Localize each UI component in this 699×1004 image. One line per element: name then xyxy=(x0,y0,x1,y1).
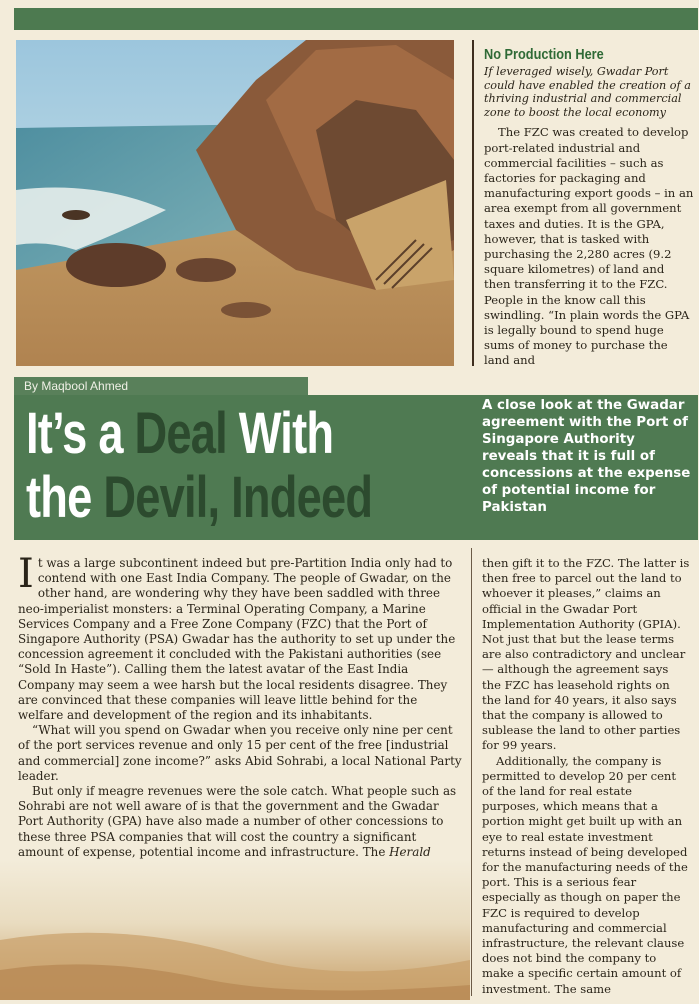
article-body xyxy=(18,551,462,890)
sidebar-heading: No Production Here xyxy=(484,46,604,63)
article-column-2 xyxy=(482,556,690,997)
headline-line-1: It’s a Deal With xyxy=(26,401,334,466)
coastline-photo xyxy=(16,40,454,366)
column-divider-lower xyxy=(471,548,472,996)
article-paragraph-3: But only if meagre revenues were the sole catch. What people such as Sohrabi are not well aware of is that the government and the Gwadar Port Authority (GPA) have also made a number of other concessions to these three PSA companies that will cost the country a significant amount of expense, potential income and infrastructure. The Herald xyxy=(18,784,457,859)
column-2-paragraph-2: Additionally, the company is permitted to develop 20 per cent of the land for real estate purposes, which means that a portion might get built up with an eye to real estate investment returns instead of being developed for the manufacturing needs of the port. This is a serious fear especially as though on paper the FZC is required to develop manufacturing and commercial infrastructure, the relevant clause does not bind the company to make a specific certain amount of investment. The same xyxy=(482,753,688,996)
drop-cap: I xyxy=(18,551,34,597)
headline-banner xyxy=(14,395,698,540)
shoreline-photo-fade xyxy=(0,860,470,1000)
column-divider xyxy=(472,40,474,366)
article-deck: A close look at the Gwadar agreement with the Port of Singapore Authority reveals that it is full of concessions at the expense of potential income for Pakistan xyxy=(482,398,691,515)
article-paragraph-2: “What will you spend on Gwadar when you receive only nine per cent of the port services revenue and only 15 per cent of the free [industrial and commercial] zone income?” asks Abid Sohrabi, a local National Party leader. xyxy=(18,723,462,783)
headline-line-2: the Devil, Indeed xyxy=(26,465,373,530)
sidebar-body: The FZC was created to develop port-related industrial and commercial facilities – such as factories for packaging and manufacturing export goods – in an area exempt from all government taxes and duties. It is the GPA, however, that is tasked with purchasing the 2,280 acres (9.2 square kilometres) of land and then transferring it to the FZC. People in the know call this swindling. “In plain words the GPA is legally bound to spend huge sums of money to purchase the land and xyxy=(484,125,694,368)
top-color-bar xyxy=(14,8,698,30)
column-2-paragraph-1: then gift it to the FZC. The latter is then free to parcel out the land to whoever it pleases,” claims an official in the Gwadar Port Implementation Authority (GPIA). Not just that but the lease terms are also contradictory and unclear — although the agreement says the FZC has leasehold rights on the land for 40 years, it also says that the company is allowed to sublease the land to other parties for 99 years. xyxy=(482,556,690,753)
byline: By Maqbool Ahmed xyxy=(14,377,308,395)
sidebar-deck: If leveraged wisely, Gwadar Port could have enabled the creation of a thriving industrial and commercial zone to boost the local economy xyxy=(484,65,691,119)
article-paragraph-1: It was a large subcontinent indeed but pre-Partition India only had to contend with one East India Company. The people of Gwadar, on the other hand, are wondering why they have been saddled with three neo-imperialist monsters: a Terminal Operating Company, a Marine Services Company and a Free Zone Company (FZC) that the Port of Singapore Authority (PSA) Gwadar has the authority to set up under the concession agreement it concluded with the Pakistani authorities (see “Sold In Haste”). Calling them the latest avatar of the East India Company may seem a wee harsh but the local residents disagree. They are convinced that these companies will leave little behind for the welfare and development of the region and its inhabitants. xyxy=(18,551,456,723)
sidebar-story xyxy=(484,46,694,369)
